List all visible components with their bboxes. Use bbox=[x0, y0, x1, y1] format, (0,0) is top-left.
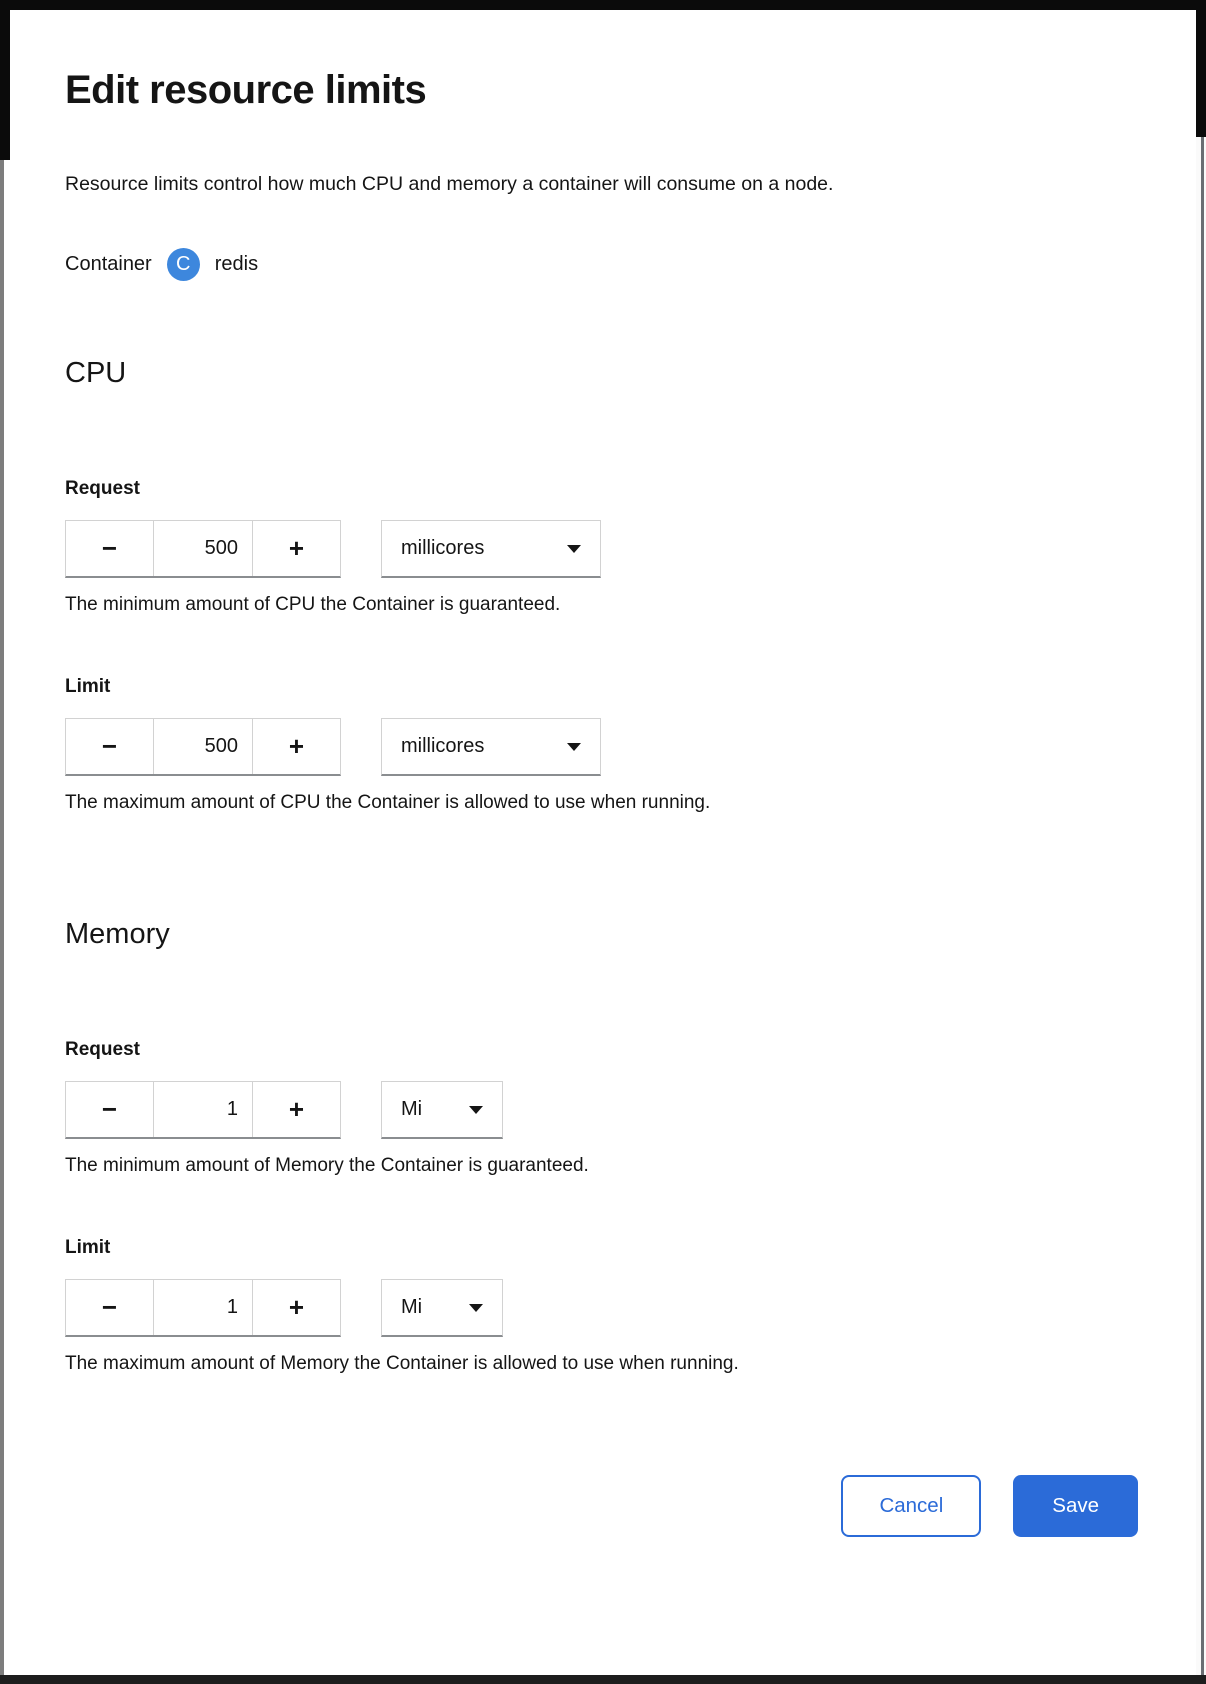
backdrop-left-edge bbox=[0, 0, 10, 160]
plus-icon: + bbox=[288, 731, 305, 762]
caret-down-icon bbox=[469, 1304, 483, 1312]
memory-request-spinner bbox=[65, 1081, 341, 1139]
memory-limit-controls bbox=[65, 1279, 1138, 1337]
cpu-limit-spinner bbox=[65, 718, 341, 776]
memory-limit-field bbox=[65, 1237, 1138, 1375]
cpu-limit-unit-value: millicores bbox=[401, 735, 485, 758]
cpu-request-unit-select[interactable] bbox=[381, 520, 601, 578]
cpu-request-label: Request bbox=[65, 478, 140, 500]
memory-request-increment-button[interactable] bbox=[253, 1082, 340, 1137]
memory-limit-spinner bbox=[65, 1279, 341, 1337]
cpu-limit-value-input[interactable] bbox=[153, 719, 253, 774]
memory-request-unit-select[interactable] bbox=[381, 1081, 503, 1139]
backdrop-left-border bbox=[0, 160, 4, 1684]
cpu-limit-field bbox=[65, 676, 1138, 814]
save-button[interactable]: Save bbox=[1013, 1475, 1138, 1537]
caret-down-icon bbox=[469, 1106, 483, 1114]
cpu-heading: CPU bbox=[65, 357, 127, 390]
cpu-request-help-text: The minimum amount of CPU the Container is guaranteed. bbox=[65, 594, 561, 616]
memory-limit-unit-value: Mi bbox=[401, 1296, 423, 1319]
memory-request-field bbox=[65, 1039, 1138, 1177]
backdrop-right-edge bbox=[1196, 0, 1206, 137]
cpu-limit-controls bbox=[65, 718, 1138, 776]
container-label: Container bbox=[65, 253, 152, 276]
modal-title: Edit resource limits bbox=[65, 68, 427, 112]
backdrop-top-edge bbox=[0, 0, 1206, 10]
cpu-request-unit-value: millicores bbox=[401, 537, 485, 560]
memory-request-decrement-button[interactable] bbox=[66, 1082, 153, 1137]
caret-down-icon bbox=[567, 743, 581, 751]
memory-limit-label: Limit bbox=[65, 1237, 111, 1259]
caret-down-icon bbox=[567, 545, 581, 553]
memory-limit-unit-select[interactable] bbox=[381, 1279, 503, 1337]
modal-footer bbox=[65, 1475, 1138, 1537]
cpu-limit-unit-select[interactable] bbox=[381, 718, 601, 776]
cpu-limit-help-text: The maximum amount of CPU the Container is allowed to use when running. bbox=[65, 792, 711, 814]
memory-limit-increment-button[interactable] bbox=[253, 1280, 340, 1335]
cpu-limit-decrement-button[interactable] bbox=[66, 719, 153, 774]
container-badge-icon: C bbox=[167, 248, 200, 281]
memory-request-unit-value: Mi bbox=[401, 1098, 423, 1121]
cpu-limit-label: Limit bbox=[65, 676, 111, 698]
cpu-request-controls bbox=[65, 520, 1138, 578]
memory-limit-help-text: The maximum amount of Memory the Container is allowed to use when running. bbox=[65, 1353, 739, 1375]
container-row bbox=[65, 248, 1138, 281]
plus-icon: + bbox=[288, 1292, 305, 1323]
memory-request-help-text: The minimum amount of Memory the Container is guaranteed. bbox=[65, 1155, 589, 1177]
cpu-section bbox=[65, 357, 1138, 814]
container-name: redis bbox=[214, 253, 259, 276]
plus-icon: + bbox=[288, 1094, 305, 1125]
memory-request-label: Request bbox=[65, 1039, 140, 1061]
minus-icon: − bbox=[101, 1094, 118, 1125]
memory-heading: Memory bbox=[65, 918, 170, 951]
memory-limit-value-input[interactable] bbox=[153, 1280, 253, 1335]
edit-resource-limits-modal bbox=[10, 10, 1196, 1675]
minus-icon: − bbox=[101, 533, 118, 564]
minus-icon: − bbox=[101, 731, 118, 762]
background-scrollbar bbox=[1201, 137, 1204, 1675]
cpu-request-decrement-button[interactable] bbox=[66, 521, 153, 576]
cpu-request-field bbox=[65, 478, 1138, 616]
plus-icon: + bbox=[288, 533, 305, 564]
cpu-request-value-input[interactable] bbox=[153, 521, 253, 576]
memory-limit-decrement-button[interactable] bbox=[66, 1280, 153, 1335]
modal-description: Resource limits control how much CPU and memory a container will consume on a node. bbox=[65, 173, 834, 195]
backdrop-bottom-edge bbox=[0, 1675, 1206, 1684]
minus-icon: − bbox=[101, 1292, 118, 1323]
cpu-request-spinner bbox=[65, 520, 341, 578]
memory-section bbox=[65, 918, 1138, 1375]
memory-request-value-input[interactable] bbox=[153, 1082, 253, 1137]
cpu-request-increment-button[interactable] bbox=[253, 521, 340, 576]
memory-request-controls bbox=[65, 1081, 1138, 1139]
cancel-button[interactable]: Cancel bbox=[841, 1475, 981, 1537]
cpu-limit-increment-button[interactable] bbox=[253, 719, 340, 774]
